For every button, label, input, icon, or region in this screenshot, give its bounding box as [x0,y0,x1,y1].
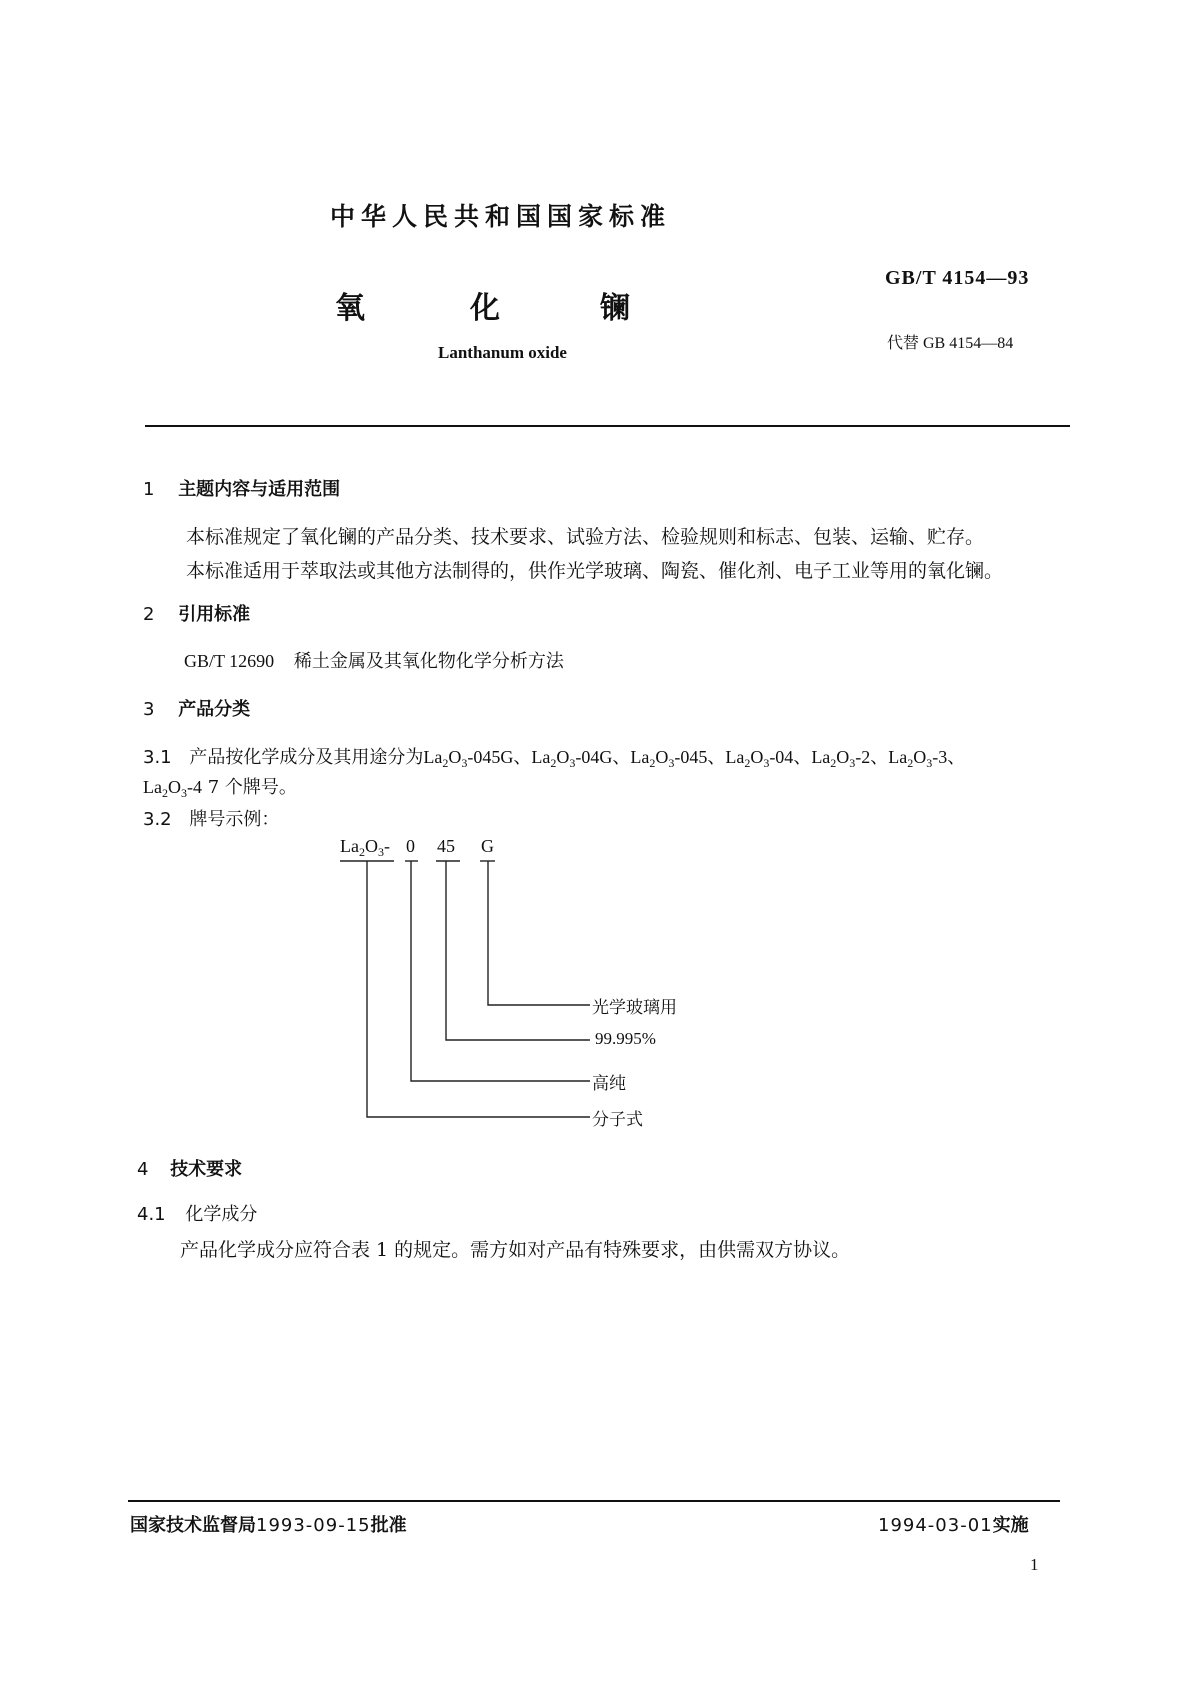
label-purity: 99.995% [595,1029,656,1048]
leader-formula [367,861,590,1117]
clause-4-1-number: 4.1 [137,1204,166,1225]
section-1-paragraph-2: 本标准适用于萃取法或其他方法制得的，供作光学玻璃、陶瓷、催化剂、电子工业等用的氧化镧。 [186,560,1004,582]
grade-item: $La_2O_3-045G$ [423,747,514,770]
leader-g [488,861,590,1005]
label-molecular-formula: 分子式 [592,1110,643,1130]
clause-3-1-intro: 产品按化学成分及其用途分为 [189,747,424,768]
title-char-1: 氧 [335,291,365,326]
section-4-number: 4 [137,1159,149,1180]
clause-3-1-number: 3.1 [143,747,172,768]
effective-suffix: 实施 [992,1515,1029,1536]
grade-item: $La_2O_3-4$ [143,777,202,800]
label-optical-glass: 光学玻璃用 [592,998,677,1018]
reference-code: GB/T 12690 [184,651,275,671]
clause-3-1-tail: 7 个牌号。 [207,777,297,798]
reference-title: 稀土金属及其氧化物化学分析方法 [293,651,564,672]
clause-4-1 [137,1200,257,1226]
effective-date: 1994-03-01 [878,1515,993,1536]
clause-3-1-line-1: 3.1 产品按化学成分及其用途分为$La_2O_3-045G$、$La_2O_3-04G$、$La_2O_3-045$、$La_2O_3-04$、$La_2O_3-2$、$La_2O_3-3$、 [143,747,966,770]
title-char-2: 化 [470,291,500,326]
page-number: 1 [1030,1555,1039,1574]
example-part-g: G [481,836,494,856]
section-4-title: 技术要求 [170,1159,243,1180]
footer-divider [128,1500,1060,1502]
section-3-number: 3 [143,699,155,720]
section-1-paragraph-1: 本标准规定了氧化镧的产品分类、技术要求、试验方法、检验规则和标志、包装、运输、贮存。 [186,526,985,548]
section-1-title: 主题内容与适用范围 [178,479,341,500]
clause-4-1-text: 产品化学成分应符合表 1 的规定。需方如对产品有特殊要求，由供需双方协议。 [180,1239,851,1261]
example-formula: $La_2O_3-$ [340,836,390,859]
section-2-title: 引用标准 [178,604,251,625]
example-part-0: 0 [406,836,415,856]
approval-suffix: 批准 [370,1515,407,1536]
section-4-heading [137,1155,242,1181]
clause-3-2-number: 3.2 [143,809,172,830]
approval-line [130,1511,407,1537]
leader-45 [446,861,590,1040]
leader-0 [411,861,590,1081]
grade-item: $La_2O_3-2$ [811,747,871,770]
title-char-3: 镧 [600,291,630,326]
replaces-standard: 代替 GB 4154—84 [887,335,1014,352]
standard-number-text: GB/T 4154—93 [885,267,1030,289]
grade-item: $La_2O_3-04$ [725,747,794,770]
grade-item: $La_2O_3-04G$ [531,747,613,770]
section-1-number: 1 [143,479,155,500]
approval-date: 1993-09-15 [256,1515,371,1536]
label-high-purity: 高纯 [592,1074,626,1094]
example-part-45: 45 [437,836,455,856]
grade-item: $La_2O_3-3$ [888,747,948,770]
section-3-title: 产品分类 [178,699,251,720]
clause-4-1-title: 化学成分 [185,1204,258,1225]
effective-line [878,1511,1029,1537]
english-title: Lanthanum oxide [438,343,567,362]
grade-item: $La_2O_3-045$ [630,747,708,770]
section-2-number: 2 [143,604,155,625]
clause-3-2-title: 牌号示例： [189,809,280,830]
approving-authority: 国家技术监督局 [130,1515,256,1536]
national-standard-title: 中华人民共和国国家标准 [330,202,672,231]
